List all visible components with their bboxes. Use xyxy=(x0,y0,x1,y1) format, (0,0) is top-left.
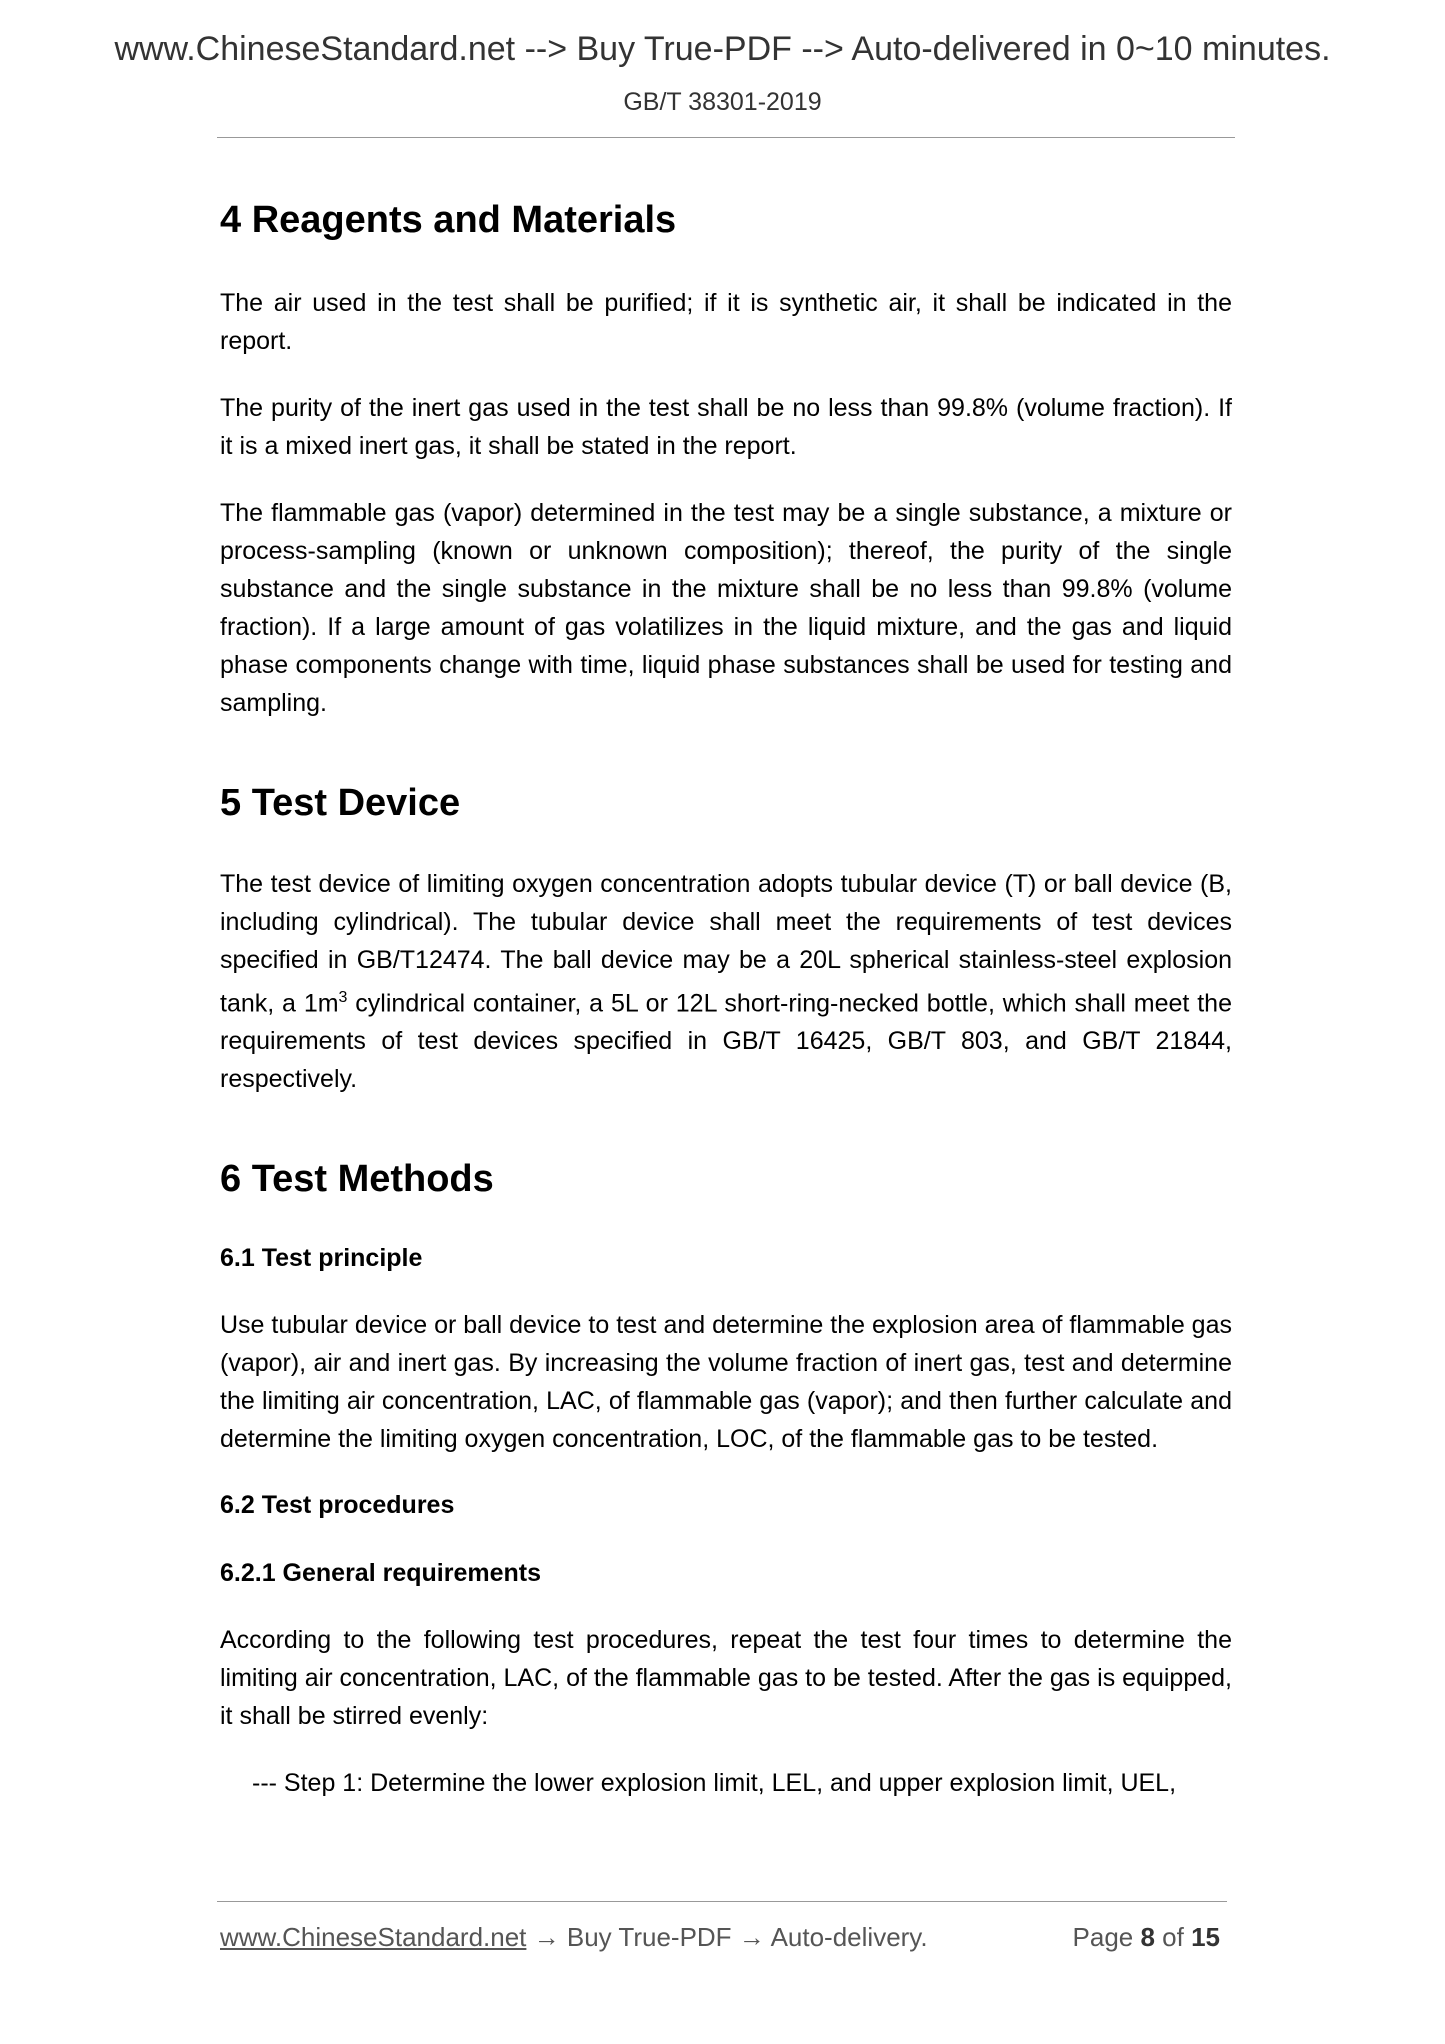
page-indicator xyxy=(1073,1922,1220,1953)
section-5-heading: 5 Test Device xyxy=(220,782,461,824)
section-4-heading: 4 Reagents and Materials xyxy=(220,199,677,241)
page-of-label: of xyxy=(1154,1922,1192,1952)
step-1-item: --- Step 1: Determine the lower explosion limit, LEL, and upper explosion limit, UEL, xyxy=(252,1769,1177,1798)
section-6-2-1-paragraph-1: According to the following test procedures, repeat the test four times to determine the limiting air concentration, LAC, of the flammable gas to be tested. After the gas is equipped, it shall be stirred evenly: xyxy=(220,1626,1232,1731)
footer-divider xyxy=(217,1901,1227,1902)
section-5-paragraph-1 xyxy=(220,865,1232,1098)
header-divider xyxy=(217,137,1235,138)
document-code: GB/T 38301-2019 xyxy=(623,88,822,116)
footer-site-link[interactable]: www.ChineseStandard.net xyxy=(220,1922,527,1952)
section-5-text-b: cylindrical container, a 5L or 12L short-ring-necked bottle, which shall meet the requirements of test devices specified in GB/T 16425, GB/T 803, and GB/T 21844, respectively. xyxy=(220,989,1232,1094)
section-6-2-1-heading: 6.2.1 General requirements xyxy=(220,1559,541,1588)
section-4-paragraph-2: The purity of the inert gas used in the test shall be no less than 99.8% (volume fraction). If it is a mixed inert gas, it shall be stated in the report. xyxy=(220,394,1232,460)
superscript-3: 3 xyxy=(338,989,348,1006)
section-6-1-paragraph-1: Use tubular device or ball device to test and determine the explosion area of flammable gas (vapor), air and inert gas. By increasing the volume fraction of inert gas, test and determine the limiting air concentration, LAC, of flammable gas (vapor); and then further calculate and determine the limiting oxygen concentration, LOC, of the flammable gas to be tested. xyxy=(220,1311,1232,1454)
page-footer xyxy=(220,1922,1232,1953)
section-6-2-heading: 6.2 Test procedures xyxy=(220,1491,455,1520)
page-content xyxy=(220,196,1232,1802)
page-label: Page xyxy=(1072,1922,1141,1952)
section-5-text-a: The test device of limiting oxygen concentration adopts tubular device (T) or ball device (B, including cylindrical). The tubular device shall meet the requirements of test devices specified in GB/T12474. The ball device may be a 20L spherical stainless-steel explosion tank, a 1m xyxy=(220,870,1232,1018)
section-6-heading: 6 Test Methods xyxy=(220,1158,494,1201)
section-4-paragraph-1: The air used in the test shall be purified; if it is synthetic air, it shall be indicated in the report. xyxy=(220,289,1232,355)
footer-tagline: → Buy True-PDF → Auto-delivery. xyxy=(526,1922,928,1952)
top-banner: www.ChineseStandard.net --> Buy True-PDF --> Auto-delivered in 0~10 minutes. xyxy=(114,30,1331,68)
page-number: 8 xyxy=(1140,1922,1155,1952)
section-6-1-heading: 6.1 Test principle xyxy=(220,1244,423,1273)
section-4-paragraph-3: The flammable gas (vapor) determined in the test may be a single substance, a mixture or process-sampling (known or unknown composition); thereof, the purity of the single substance and the single substance in the mixture shall be no less than 99.8% (volume fraction). If a large amount of gas volatilizes in the liquid mixture, and the gas and liquid phase components change with time, liquid phase substances shall be used for testing and sampling. xyxy=(220,499,1232,717)
page-total: 15 xyxy=(1191,1922,1220,1952)
